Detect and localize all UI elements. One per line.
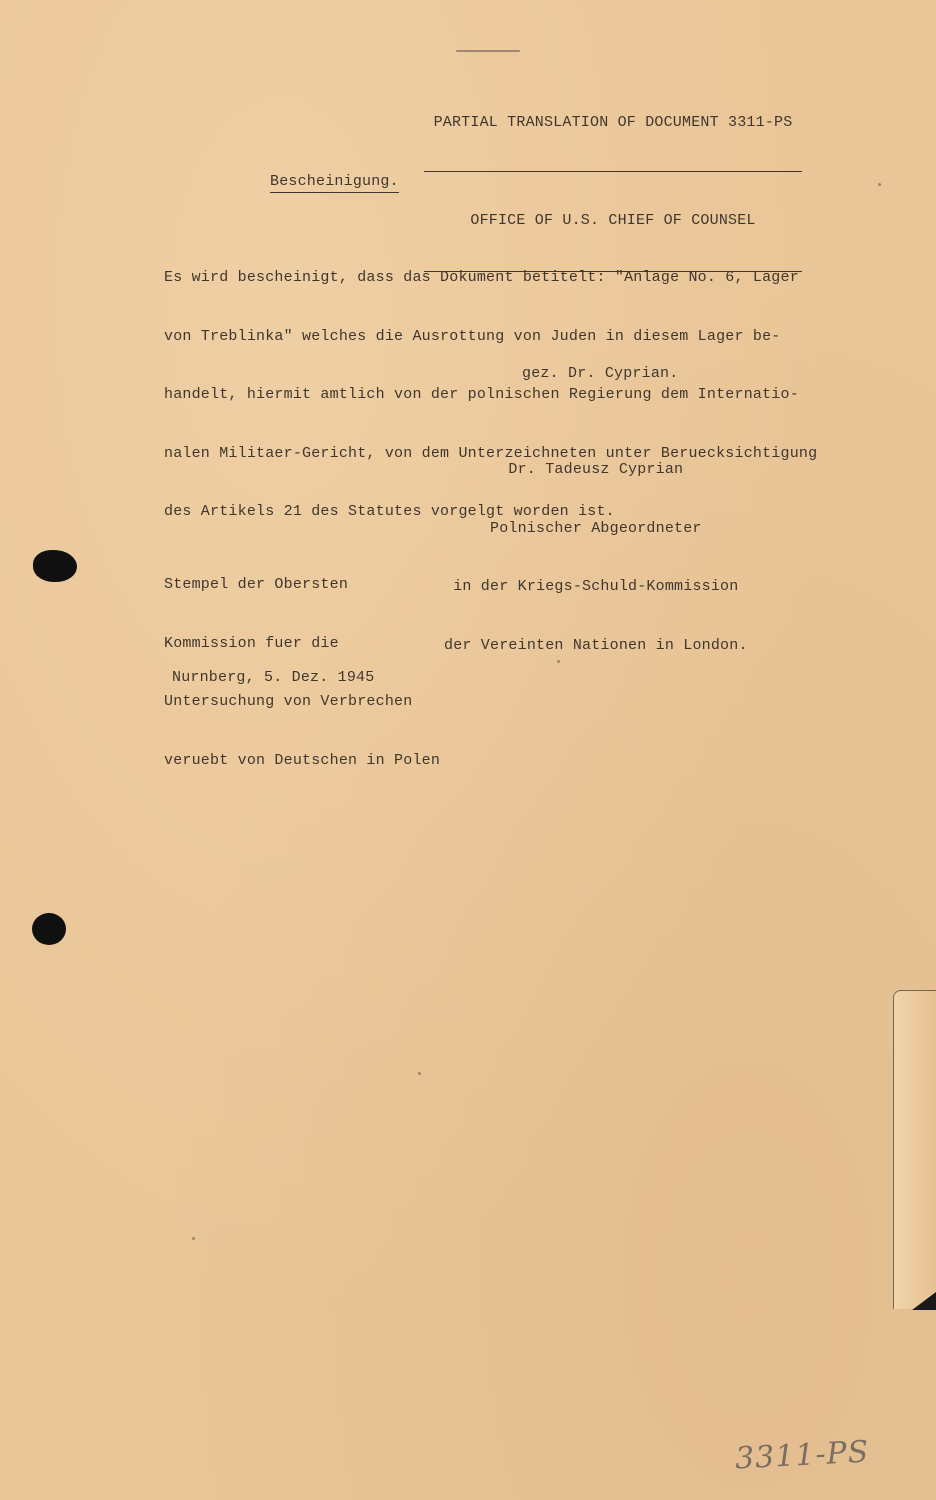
signer-block bbox=[444, 421, 748, 694]
signer-role: Polnischer Abgeordneter bbox=[490, 519, 702, 537]
handwritten-document-number: 3311-PS bbox=[734, 1434, 871, 1477]
top-pencil-mark bbox=[456, 50, 520, 52]
body-line: nalen Militaer-Gericht, von dem Unterzeichneten unter Beruecksichtigung bbox=[164, 444, 818, 462]
stamp-line: Kommission fuer die bbox=[164, 634, 339, 652]
header-rule-middle bbox=[424, 171, 802, 172]
paper-speck bbox=[878, 183, 881, 186]
place-date: Nurnberg, 5. Dez. 1945 bbox=[172, 669, 375, 686]
paper-speck bbox=[557, 660, 560, 663]
body-line: handelt, hiermit amtlich von der polnischen Regierung dem Internatio- bbox=[164, 386, 799, 403]
punch-hole-top bbox=[33, 550, 77, 582]
header-line-1: PARTIAL TRANSLATION OF DOCUMENT 3311-PS bbox=[433, 114, 793, 131]
paper-speck bbox=[192, 1237, 195, 1240]
stamp-line: Untersuchung von Verbrechen bbox=[164, 693, 413, 710]
body-line: Es wird bescheinigt, dass das Dokument betitelt: "Anlage No. 6, Lager bbox=[164, 269, 799, 286]
body-line: des Artikels 21 des Statutes vorgelgt worden ist. bbox=[164, 503, 615, 520]
folder-tab bbox=[893, 990, 936, 1309]
title-text: Bescheinigung. bbox=[270, 173, 399, 193]
paper-speck bbox=[418, 1072, 421, 1075]
document-title bbox=[270, 172, 399, 192]
header-line-2: OFFICE OF U.S. CHIEF OF COUNSEL bbox=[470, 211, 756, 229]
signer-organization: der Vereinten Nationen in London. bbox=[444, 636, 748, 654]
signer-name: Dr. Tadeusz Cyprian bbox=[508, 461, 684, 478]
stamp-line: veruebt von Deutschen in Polen bbox=[164, 751, 441, 769]
signer-commission: in der Kriegs-Schuld-Kommission bbox=[453, 578, 739, 595]
signed-line: gez. Dr. Cyprian. bbox=[522, 365, 679, 382]
stamp-line: Stempel der Obersten bbox=[164, 576, 349, 593]
punch-hole-bottom bbox=[32, 913, 66, 945]
body-line: von Treblinka" welches die Ausrottung von Juden in diesem Lager be- bbox=[164, 327, 781, 345]
